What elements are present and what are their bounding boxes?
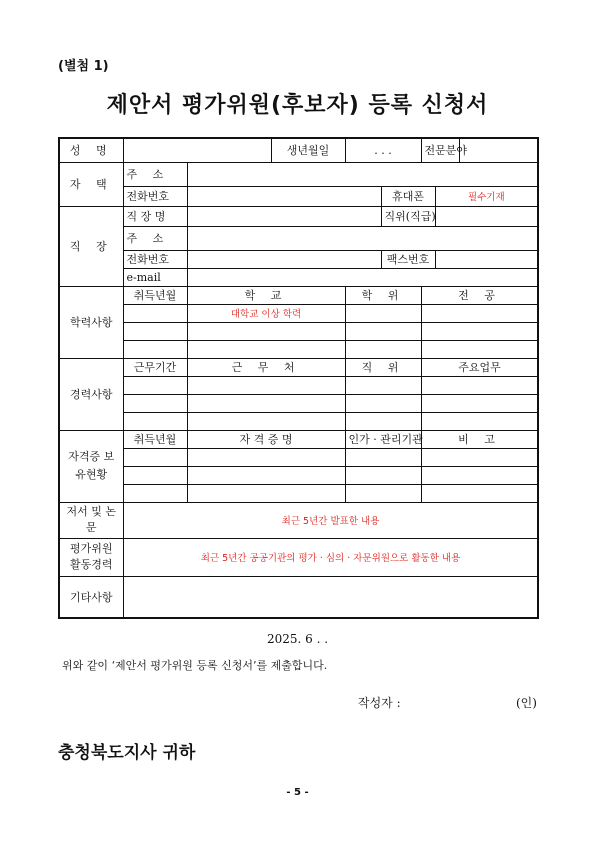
papers-note[interactable]: 최근 5년간 발표한 내용	[123, 502, 538, 538]
table-cell[interactable]	[123, 448, 187, 466]
education-header: 학 위	[345, 286, 421, 304]
education-header: 전 공	[421, 286, 538, 304]
certificate-label: 자격증 보유현황	[59, 430, 123, 502]
email-label: e-mail	[123, 268, 187, 286]
position-label: 직위(직급)	[381, 206, 435, 226]
table-cell[interactable]	[345, 376, 421, 394]
home-address-label: 주 소	[123, 162, 187, 186]
attachment-label: (별첨 1)	[58, 59, 109, 74]
career-header: 주요업무	[421, 358, 538, 376]
table-cell[interactable]	[123, 412, 187, 430]
table-cell[interactable]	[421, 412, 538, 430]
education-header: 학 교	[187, 286, 345, 304]
work-label: 직 장	[59, 206, 123, 286]
workplace-name-field[interactable]	[187, 206, 381, 226]
mobile-note[interactable]: 필수기재	[435, 186, 538, 206]
education-header: 취득년월	[123, 286, 187, 304]
table-cell[interactable]	[123, 322, 187, 340]
career-label: 경력사항	[59, 358, 123, 430]
table-cell[interactable]	[123, 304, 187, 322]
table-cell[interactable]	[123, 376, 187, 394]
table-cell[interactable]	[421, 448, 538, 466]
home-label: 자 택	[59, 162, 123, 206]
table-cell[interactable]	[421, 376, 538, 394]
page-number: - 5 -	[286, 787, 309, 798]
other-label: 기타사항	[59, 576, 123, 618]
addressee: 충청북도지사 귀하	[58, 743, 196, 763]
home-phone-label: 전화번호	[123, 186, 187, 206]
table-cell[interactable]	[187, 466, 345, 484]
certificate-header: 취득년월	[123, 430, 187, 448]
papers-label: 저서 및 논문	[59, 502, 123, 538]
name-label: 성 명	[59, 138, 123, 162]
table-cell[interactable]	[345, 322, 421, 340]
table-cell[interactable]	[187, 448, 345, 466]
table-cell[interactable]	[421, 322, 538, 340]
table-cell[interactable]	[187, 484, 345, 502]
career-header: 근무기간	[123, 358, 187, 376]
work-phone-field[interactable]	[187, 250, 381, 268]
name-field[interactable]	[123, 138, 271, 162]
table-cell[interactable]	[421, 484, 538, 502]
evaluation-label: 평가위원 활동경력	[59, 538, 123, 576]
table-cell[interactable]	[123, 484, 187, 502]
certificate-header: 자 격 증 명	[187, 430, 345, 448]
fax-label: 팩스번호	[381, 250, 435, 268]
table-cell[interactable]	[345, 466, 421, 484]
table-cell[interactable]	[421, 304, 538, 322]
table-cell[interactable]	[345, 394, 421, 412]
table-cell[interactable]	[187, 322, 345, 340]
table-cell[interactable]	[187, 340, 345, 358]
home-phone-field[interactable]	[187, 186, 381, 206]
career-header: 근 무 처	[187, 358, 345, 376]
work-address-field[interactable]	[187, 226, 538, 250]
seal-label: (인)	[516, 696, 537, 710]
table-cell[interactable]	[345, 304, 421, 322]
field-value[interactable]	[459, 138, 538, 162]
email-field[interactable]	[187, 268, 538, 286]
writer-label: 작성자 :	[358, 696, 401, 710]
application-form	[58, 137, 539, 619]
birth-field[interactable]: . . .	[345, 138, 421, 162]
table-cell[interactable]	[123, 340, 187, 358]
table-cell[interactable]	[345, 340, 421, 358]
table-cell[interactable]	[187, 376, 345, 394]
education-note[interactable]: 대학교 이상 학력	[187, 304, 345, 322]
table-cell[interactable]	[187, 394, 345, 412]
table-cell[interactable]	[345, 412, 421, 430]
work-phone-label: 전화번호	[123, 250, 187, 268]
mobile-label: 휴대폰	[381, 186, 435, 206]
position-field[interactable]	[435, 206, 538, 226]
workplace-name-label: 직 장 명	[123, 206, 187, 226]
table-cell[interactable]	[345, 448, 421, 466]
certificate-header: 비 고	[421, 430, 538, 448]
other-field[interactable]	[123, 576, 538, 618]
career-header: 직 위	[345, 358, 421, 376]
table-cell[interactable]	[421, 394, 538, 412]
table-cell[interactable]	[187, 412, 345, 430]
table-cell[interactable]	[123, 394, 187, 412]
birth-label: 생년월일	[271, 138, 345, 162]
document-title: 제안서 평가위원(후보자) 등록 신청서	[106, 93, 489, 118]
date-line: 2025. 6 . .	[266, 632, 329, 646]
certificate-header: 인가 · 관리기관	[345, 430, 421, 448]
field-label: 전문분야	[421, 138, 459, 162]
home-address-field[interactable]	[187, 162, 538, 186]
fax-field[interactable]	[435, 250, 538, 268]
education-label: 학력사항	[59, 286, 123, 358]
statement: 위와 같이 ‘제안서 평가위원 등록 신청서’를 제출합니다.	[62, 659, 328, 672]
table-cell[interactable]	[123, 466, 187, 484]
table-cell[interactable]	[421, 466, 538, 484]
work-address-label: 주 소	[123, 226, 187, 250]
evaluation-note[interactable]: 최근 5년간 공공기관의 평가 · 심의 · 자문위원으로 활동한 내용	[123, 538, 538, 576]
table-cell[interactable]	[421, 340, 538, 358]
table-cell[interactable]	[345, 484, 421, 502]
